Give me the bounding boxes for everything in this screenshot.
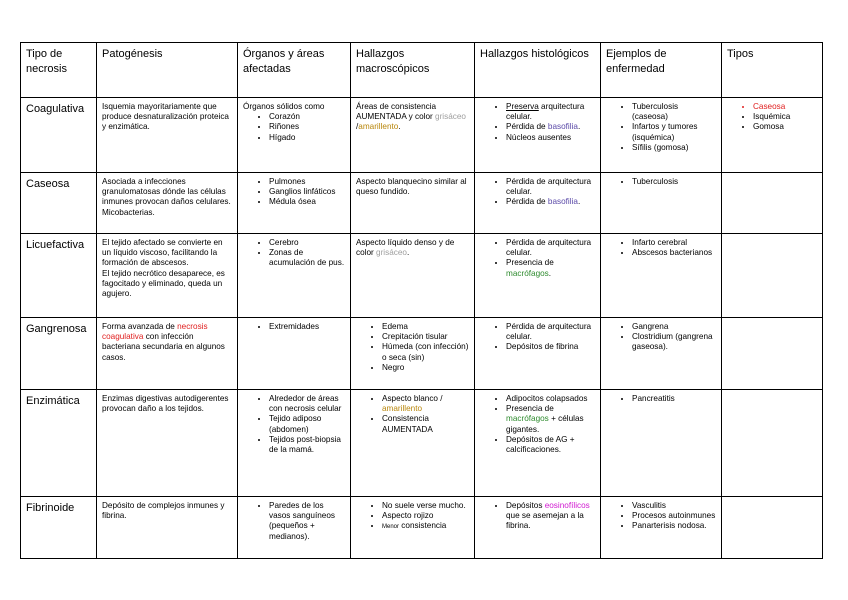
list-item: • Infarto cerebral bbox=[632, 238, 716, 248]
header-patogenesis: Patogénesis bbox=[97, 43, 238, 98]
row-name-licuefactiva: Licuefactiva bbox=[21, 234, 97, 318]
list-item: • Clostridium (gangrena gaseosa). bbox=[632, 332, 716, 352]
list-item bbox=[382, 394, 469, 414]
list-item: • Gangrena bbox=[632, 322, 716, 332]
list-item: • Sífilis (gomosa) bbox=[632, 143, 716, 153]
cell-text-green: macrófagos bbox=[506, 268, 549, 278]
cell-text: Aspecto líquido denso y de color bbox=[356, 238, 455, 258]
list-item: • Infartos y tumores (isquémica) bbox=[632, 122, 716, 142]
cell-text-red: necrosis coagulativa bbox=[102, 322, 208, 342]
list-item: • Gomosa bbox=[753, 122, 817, 132]
cell-ejemplos bbox=[601, 318, 722, 390]
cell-text: Pérdida de bbox=[506, 122, 546, 132]
cell-histo bbox=[475, 318, 601, 390]
list-item: • Adipocitos colapsados bbox=[506, 394, 595, 404]
cell-text: Depósitos bbox=[506, 501, 543, 510]
cell-organos bbox=[238, 234, 351, 318]
list-item: • Corazón bbox=[269, 112, 345, 122]
cell-text: Órganos sólidos como bbox=[243, 102, 325, 111]
cell-histo bbox=[475, 234, 601, 318]
list-item: • Tejidos post-biopsia de la mamá. bbox=[269, 435, 345, 455]
list-item bbox=[506, 197, 595, 207]
list-item: • Hígado bbox=[269, 133, 345, 143]
list-item: • Zonas de acumulación de pus. bbox=[269, 248, 345, 268]
list-item: • Alrededor de áreas con necrosis celular bbox=[269, 394, 345, 414]
cell-ejemplos bbox=[601, 390, 722, 497]
cell-ejemplos bbox=[601, 173, 722, 234]
cell-text: . bbox=[398, 122, 401, 132]
header-macro: Hallazgos macroscópicos bbox=[351, 43, 475, 98]
table-row bbox=[21, 173, 823, 234]
cell-text: arquitectura celular. bbox=[506, 102, 585, 122]
list-item bbox=[382, 521, 469, 532]
table-row bbox=[21, 234, 823, 318]
list-item: • Médula ósea bbox=[269, 197, 345, 207]
cell-ejemplos bbox=[601, 234, 722, 318]
row-name-fibrinoide: Fibrinoide bbox=[21, 497, 97, 559]
cell-text: / bbox=[356, 122, 359, 132]
cell-ejemplos bbox=[601, 98, 722, 173]
list-item bbox=[753, 102, 817, 112]
cell-text: . bbox=[577, 122, 581, 132]
header-tipos: Tipos bbox=[722, 43, 823, 98]
list-item: • Extremidades bbox=[269, 322, 345, 332]
cell-text: El tejido afectado se convierte en un líquido viscoso, facilitando la formación de abscesos. bbox=[102, 238, 223, 268]
cell-text: + células gigantes. bbox=[506, 414, 584, 434]
table-row bbox=[21, 497, 823, 559]
header-tipo: Tipo de necrosis bbox=[21, 43, 97, 98]
cell-text-green: macrófagos bbox=[506, 414, 549, 424]
underlined-text: Preserva bbox=[506, 102, 539, 111]
list-item bbox=[506, 501, 595, 532]
cell-organos bbox=[238, 318, 351, 390]
cell-pato bbox=[97, 318, 238, 390]
header-ejemplos: Ejemplos de enfermedad bbox=[601, 43, 722, 98]
cell-macro bbox=[351, 234, 475, 318]
list-item: • Pérdida de arquitectura celular. bbox=[506, 322, 595, 342]
cell-organos bbox=[238, 98, 351, 173]
cell-tipos bbox=[722, 98, 823, 173]
row-name-caseosa: Caseosa bbox=[21, 173, 97, 234]
list-item: • Núcleos ausentes bbox=[506, 133, 595, 143]
list-item: • Cerebro bbox=[269, 238, 345, 248]
cell-tipos bbox=[722, 318, 823, 390]
cell-text: que se asemejan a la fibrina. bbox=[506, 511, 584, 531]
cell-tipos bbox=[722, 390, 823, 497]
cell-text: Aspecto blanco / bbox=[382, 394, 443, 403]
list-item: • No suele verse mucho. bbox=[382, 501, 469, 511]
cell-text-grey: grisáceo bbox=[435, 112, 466, 122]
cell-macro bbox=[351, 98, 475, 173]
list-item: • Aspecto rojizo bbox=[382, 511, 469, 521]
cell-text: . bbox=[577, 197, 581, 207]
list-item: • Húmeda (con infección) o seca (sin) bbox=[382, 342, 469, 362]
cell-text: consistencia bbox=[401, 521, 447, 531]
cell-text-grey: grisáceo bbox=[376, 248, 407, 258]
list-item: • Isquémica bbox=[753, 112, 817, 122]
row-name-enzimatica: Enzimática bbox=[21, 390, 97, 497]
cell-text: . bbox=[406, 248, 410, 258]
cell-text-purple: basofilia bbox=[547, 197, 578, 207]
cell-text: Forma avanzada de bbox=[102, 322, 175, 331]
cell-text-magenta: eosinofílicos bbox=[544, 501, 590, 510]
list-item bbox=[506, 258, 595, 278]
list-item: • Tuberculosis bbox=[632, 177, 716, 187]
list-item: • Depósitos de AG + calcificaciones. bbox=[506, 435, 595, 455]
cell-histo bbox=[475, 173, 601, 234]
list-item: • Pulmones bbox=[269, 177, 345, 187]
header-histo: Hallazgos histológicos bbox=[475, 43, 601, 98]
cell-macro bbox=[351, 497, 475, 559]
list-item: • Riñones bbox=[269, 122, 345, 132]
list-item: • Pérdida de arquitectura celular. bbox=[506, 238, 595, 258]
list-item: • Paredes de los vasos sanguíneos (pequeños + medianos). bbox=[269, 501, 345, 542]
cell-text: Áreas de consistencia AUMENTADA y color bbox=[356, 102, 437, 122]
list-item: • Consistencia AUMENTADA bbox=[382, 414, 469, 434]
cell-text: Presencia de bbox=[506, 258, 554, 268]
list-item bbox=[506, 102, 595, 122]
cell-ejemplos bbox=[601, 497, 722, 559]
list-item: • Vasculitis bbox=[632, 501, 716, 511]
cell-text-gold: amarillento bbox=[358, 122, 399, 132]
cell-pato: Isquemia mayoritariamente que produce desnaturalización proteica y enzimática. bbox=[97, 98, 238, 173]
cell-text: Presencia de bbox=[506, 404, 554, 414]
cell-tipos bbox=[722, 234, 823, 318]
cell-histo bbox=[475, 98, 601, 173]
cell-pato: Asociada a infecciones granulomatosas dónde las células inmunes provocan daños celulares. Micobacterias. bbox=[97, 173, 238, 234]
cell-text-gold: amarillento bbox=[382, 404, 423, 414]
list-item: • Procesos autoinmunes bbox=[632, 511, 716, 521]
list-item: • Abscesos bacterianos bbox=[632, 248, 716, 258]
list-item: • Pancreatitis bbox=[632, 394, 716, 404]
list-item: • Panarterisis nodosa. bbox=[632, 521, 716, 531]
cell-tipos bbox=[722, 497, 823, 559]
cell-macro bbox=[351, 390, 475, 497]
list-item: • Pérdida de arquitectura celular. bbox=[506, 177, 595, 197]
cell-text-small: Menor bbox=[382, 524, 400, 531]
list-item: • Negro bbox=[382, 363, 469, 373]
cell-text: con infección bacteriana secundaria en algunos casos. bbox=[102, 332, 225, 362]
table-row bbox=[21, 318, 823, 390]
row-name-gangrenosa: Gangrenosa bbox=[21, 318, 97, 390]
list-item: • Edema bbox=[382, 322, 469, 332]
header-organos: Órganos y áreas afectadas bbox=[238, 43, 351, 98]
cell-text: Pérdida de bbox=[506, 197, 546, 207]
list-item: • Crepitación tisular bbox=[382, 332, 469, 342]
cell-macro: Aspecto blanquecino similar al queso fundido. bbox=[351, 173, 475, 234]
list-item: • Depósitos de fibrina bbox=[506, 342, 595, 352]
table-row bbox=[21, 98, 823, 173]
cell-pato: Depósito de complejos inmunes y fibrina. bbox=[97, 497, 238, 559]
cell-histo bbox=[475, 390, 601, 497]
cell-macro bbox=[351, 318, 475, 390]
cell-text: . bbox=[548, 268, 552, 278]
list-item bbox=[506, 122, 595, 132]
necrosis-table bbox=[20, 42, 823, 559]
row-name-coagulativa: Coagulativa bbox=[21, 98, 97, 173]
cell-organos bbox=[238, 390, 351, 497]
list-item: • Ganglios linfáticos bbox=[269, 187, 345, 197]
header-row bbox=[21, 43, 823, 98]
cell-organos bbox=[238, 497, 351, 559]
list-item: • Tuberculosis (caseosa) bbox=[632, 102, 716, 122]
cell-tipos bbox=[722, 173, 823, 234]
cell-text-purple: basofilia bbox=[547, 122, 578, 132]
cell-text-red: Caseosa bbox=[753, 102, 786, 111]
cell-pato bbox=[97, 234, 238, 318]
list-item bbox=[506, 404, 595, 435]
table-row bbox=[21, 390, 823, 497]
cell-pato: Enzimas digestivas autodigerentes provocan daño a los tejidos. bbox=[97, 390, 238, 497]
list-item: • Tejido adiposo (abdomen) bbox=[269, 414, 345, 434]
cell-text: El tejido necrótico desaparece, es fagocitado y eliminado, queda un agujero. bbox=[102, 268, 225, 299]
cell-histo bbox=[475, 497, 601, 559]
cell-organos bbox=[238, 173, 351, 234]
